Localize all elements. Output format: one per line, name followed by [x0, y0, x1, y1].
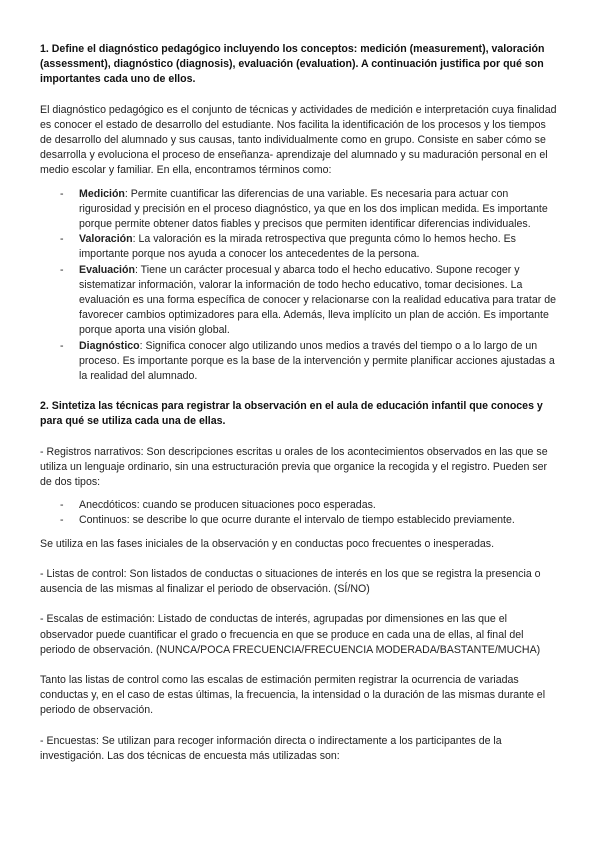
- question-1-heading: 1. Define el diagnóstico pedagógico incluyendo los conceptos: medición (measurement), valoración (assessment), diagnóstico (diagnosis), evaluación (evaluation). A continuación justifica por qué son importantes cada uno de ellos.: [40, 43, 545, 86]
- q1-intro-paragraph: El diagnóstico pedagógico es el conjunto de técnicas y actividades de medición e interpretación cuya finalidad es conocer el estado de desarrollo del estudiante. Nos facilita la identificación de los procesos y los tiempos de desarrollo del alumnado y sus causas, tanto individualmente como en grupo. Consiste en saber cómo se desarrolla y evoluciona el proceso de enseñanza- aprendizaje del alumnado y su maduración personal en el medio escolar y familiar. En ella, encontramos términos como:: [40, 103, 557, 177]
- term-medicion-text: : Permite cuantificar las diferencias de una variable. Es necesaria para actuar con rigurosidad y precisión en el proceso diagnóstico, ya que en los dos implican medida. Es importante porque permite obtener datos fiables y precisos que permiten identificar diferencias individuales.: [79, 187, 548, 231]
- list-item-evaluacion: - Evaluación: Tiene un carácter procesual y abarca todo el hecho educativo. Supone recoger y sistematizar información, valorar la información de todo hecho educativo, tomar decisiones. La evaluación es una forma específica de conocer y relacionarse con la realidad educativa para tratar de favorecer cambios optimizadores para ella. Además, lleva implícito un plan de acción. Es importante porque aporta una visión global.: [60, 263, 556, 337]
- question-2-heading: 2. Sintetiza las técnicas para registrar la observación en el aula de educación infantil que conoces y para qué se utiliza cada una de ellas.: [40, 400, 543, 428]
- escalas-estimacion-paragraph: - Escalas de estimación: Listado de conductas de interés, agrupadas por dimensiones en las que el observador puede cuantificar el grado o frecuencia en que se produce en cada una de ellas, al final del periodo de observación. (NUNCA/POCA FRECUENCIA/FRECUENCIA MODERADA/BASTANTE/MUCHA): [40, 613, 541, 656]
- uso-paragraph: Se utiliza en las fases iniciales de la observación y en conductas poco frecuentes o inesperadas.: [40, 537, 495, 550]
- list-item-medicion: - Medición: Permite cuantificar las diferencias de una variable. Es necesaria para actuar con rigurosidad y precisión en el proceso diagnóstico, ya que en los dos implican medida. Es importante porque permite obtener datos fiables y precisos que permiten identificar diferencias individuales.: [60, 187, 548, 231]
- encuestas-paragraph: - Encuestas: Se utilizan para recoger información directa o indirectamente a los participantes de la investigación. Las dos técnicas de encuesta más utilizadas son:: [40, 734, 502, 762]
- tipo-continuos: Continuos: se describe lo que ocurre durante el intervalo de tiempo establecido previamente.: [79, 514, 515, 527]
- list-item-anecdoticos: - Anecdóticos: cuando se producen situaciones poco esperadas.: [60, 499, 376, 512]
- ambas-tecnicas-paragraph: Tanto las listas de control como las escalas de estimación permiten registrar la ocurrencia de variadas conductas y, en el caso de estas últimas, la frecuencia, la intensidad o la duración de las mismas durante el periodo de observación.: [40, 673, 546, 717]
- term-evaluacion-text: : Tiene un carácter procesual y abarca todo el hecho educativo. Supone recoger y sistematizar información, valorar la información de todo hecho educativo, tomar decisiones. La evaluación es una forma específica de conocer y relacionarse con la realidad educativa para tratar de favorecer cambios optimizadores para ella. Además, lleva implícito un plan de acción. Es importante porque aporta una visión global.: [79, 263, 556, 337]
- list-item-continuos: - Continuos: se describe lo que ocurre durante el intervalo de tiempo establecido previamente.: [60, 514, 515, 527]
- list-item-valoracion: - Valoración: La valoración es la mirada retrospectiva que pregunta cómo lo hemos hecho. Es importante porque nos ayuda a conocer los antecedentes de la persona.: [60, 233, 516, 261]
- term-evaluacion: Evaluación: [79, 263, 135, 276]
- term-medicion: Medición: [79, 187, 125, 200]
- terms-list: [40, 187, 560, 385]
- term-diagnostico-text: : Significa conocer algo utilizando unos medios a través del tiempo o a lo largo de un proceso. Es importante porque es la base de la intervención y permite planificar acciones ajustadas a la realidad del alumnado.: [79, 339, 555, 383]
- tipos-list: [40, 498, 560, 528]
- registros-narrativos-paragraph: - Registros narrativos: Son descripciones escritas u orales de los acontecimientos observados en las que se utiliza un lenguaje ordinario, sin una estructuración previa que organice la recogida y el registro. Pueden ser de dos tipos:: [40, 445, 548, 489]
- listas-control-paragraph: - Listas de control: Son listados de conductas o situaciones de interés en los que se registra la presencia o ausencia de las mismas al finalizar el periodo de observación. (SÍ/NO): [40, 567, 541, 596]
- term-diagnostico: Diagnóstico: [79, 339, 140, 352]
- term-valoracion: Valoración: [79, 233, 133, 246]
- tipo-anecdoticos: Anecdóticos: cuando se producen situaciones poco esperadas.: [79, 499, 376, 512]
- term-valoracion-text: : La valoración es la mirada retrospectiva que pregunta cómo lo hemos hecho. Es importante porque nos ayuda a conocer los antecedentes de la persona.: [79, 233, 516, 261]
- list-item-diagnostico: - Diagnóstico: Significa conocer algo utilizando unos medios a través del tiempo o a lo largo de un proceso. Es importante porque es la base de la intervención y permite planificar acciones ajustadas a la realidad del alumnado.: [60, 339, 555, 383]
